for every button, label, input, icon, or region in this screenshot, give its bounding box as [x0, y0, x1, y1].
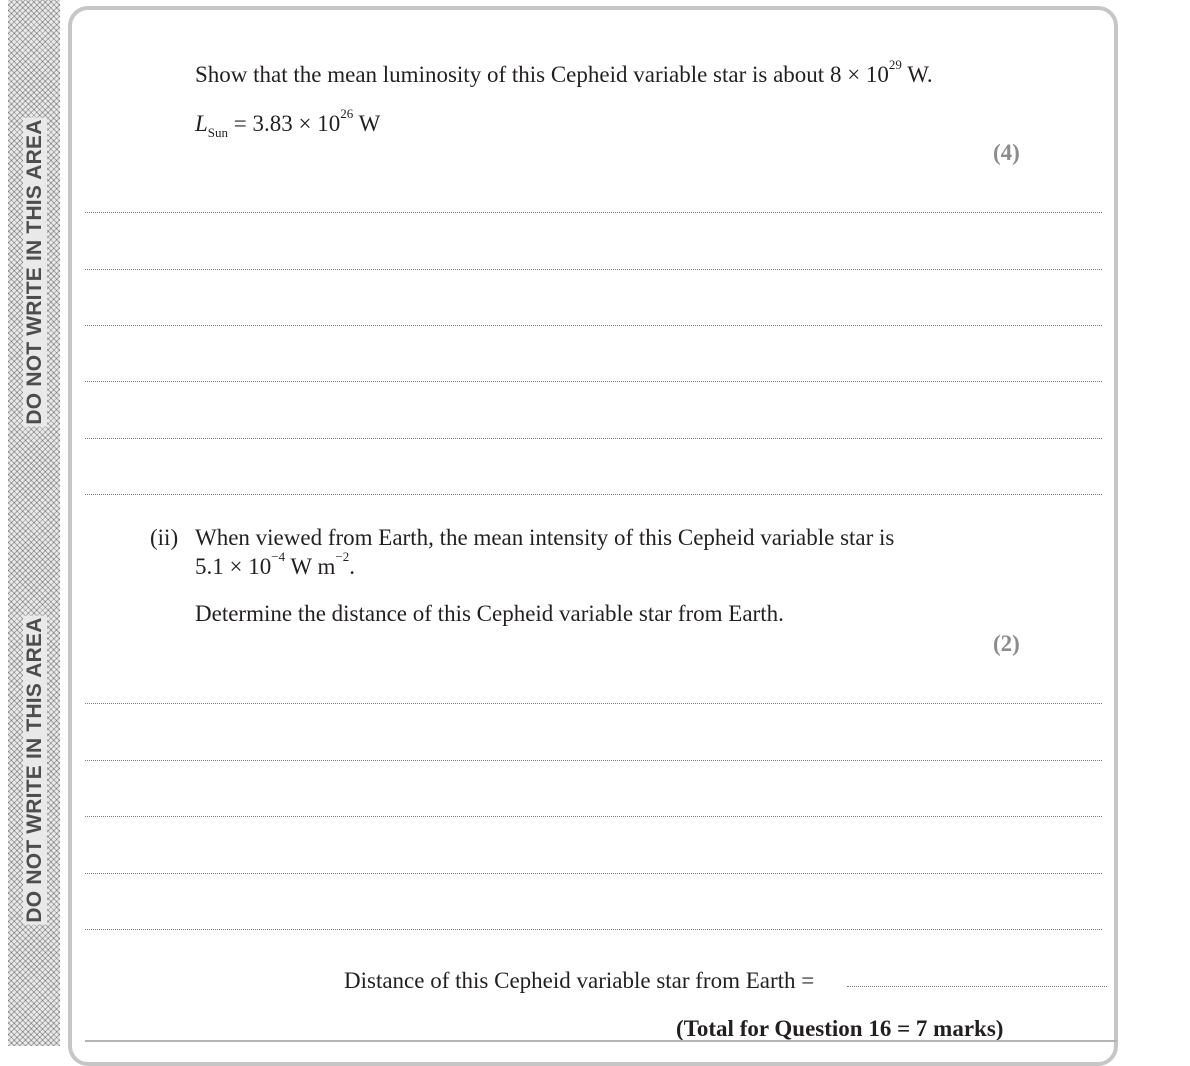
- answer-line-i-2[interactable]: [85, 269, 1102, 270]
- part-ii-instruction: Determine the distance of this Cepheid variable star from Earth.: [195, 601, 784, 626]
- answer-line-ii-5[interactable]: [85, 929, 1102, 930]
- answer-line-ii-2[interactable]: [85, 760, 1102, 761]
- answer-line-ii-3[interactable]: [85, 816, 1102, 817]
- answer-line-i-5[interactable]: [85, 438, 1102, 439]
- part-i-marks: (4): [993, 140, 1020, 165]
- answer-line-ii-1[interactable]: [85, 703, 1102, 704]
- answer-line-i-6[interactable]: [85, 494, 1102, 495]
- answer-line-i-1[interactable]: [85, 212, 1102, 213]
- part-ii-number: (ii): [150, 525, 179, 550]
- given-luminosity-sun: $L_{Sun} = 3.83 \times 10^{26}$ W: [195, 106, 381, 140]
- answer-line-i-4[interactable]: [85, 381, 1102, 382]
- distance-answer-field[interactable]: [847, 986, 1107, 987]
- part-i-prompt: Show that the mean luminosity of this Cepheid variable star is about $8 \times 10^{29}$ W.: [195, 57, 933, 87]
- question-total: (Total for Question 16 = 7 marks): [676, 1016, 1004, 1041]
- margin-warning-top: DO NOT WRITE IN THIS AREA: [23, 119, 46, 425]
- bottom-rule: [85, 1040, 1117, 1042]
- answer-line-ii-4[interactable]: [85, 873, 1102, 874]
- part-ii-marks: (2): [993, 631, 1020, 656]
- distance-answer-label: Distance of this Cepheid variable star from Earth =: [344, 968, 815, 993]
- part-ii-statement: When viewed from Earth, the mean intensity of this Cepheid variable star is: [195, 525, 895, 550]
- intensity-value: $5.1 \times 10^{-4}$ W $m^{-2}$.: [195, 549, 355, 579]
- answer-line-i-3[interactable]: [85, 325, 1102, 326]
- margin-warning-bottom: DO NOT WRITE IN THIS AREA: [23, 617, 46, 923]
